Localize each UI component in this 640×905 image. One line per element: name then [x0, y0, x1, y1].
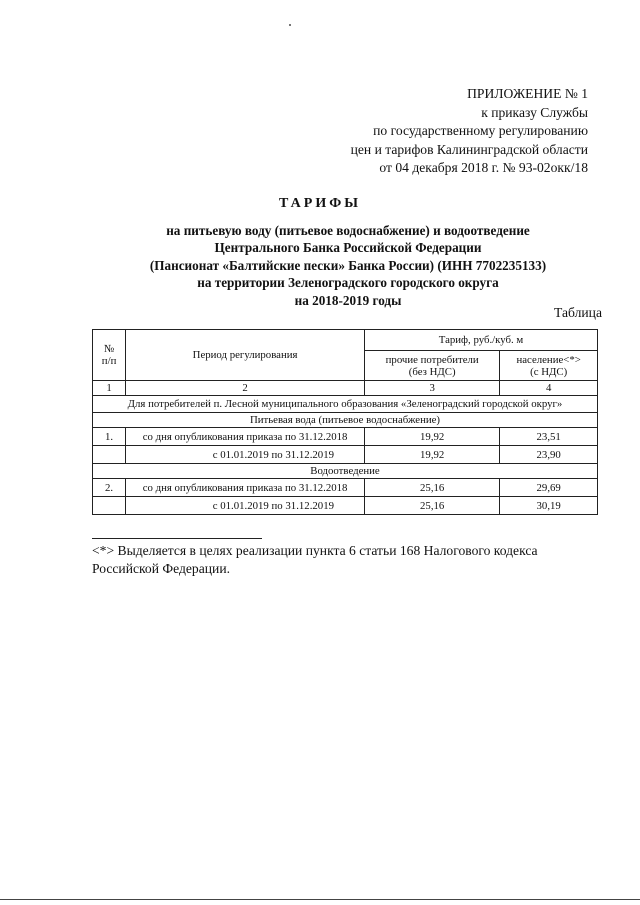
scan-speck [289, 24, 291, 26]
appendix-line: цен и тарифов Калининградской области [350, 141, 588, 157]
appendix-header [320, 85, 588, 178]
header-population: население<*> (с НДС) [500, 351, 598, 381]
header-period: Период регулирования [126, 330, 365, 381]
consumers-row [93, 396, 598, 413]
page-edge-line [0, 899, 640, 900]
row-num: 2. [93, 479, 126, 497]
appendix-line: к приказу Службы [481, 104, 588, 120]
row-other: 25,16 [365, 497, 500, 515]
section-row [93, 413, 598, 428]
row-population: 29,69 [500, 479, 598, 497]
row-other: 25,16 [365, 479, 500, 497]
section-title: Питьевая вода (питьевое водоснабжение) [93, 413, 598, 428]
appendix-line: ПРИЛОЖЕНИЕ № 1 [467, 86, 588, 101]
header-row [93, 330, 598, 351]
table-row [93, 446, 598, 464]
table-row [93, 428, 598, 446]
index-cell: 3 [365, 381, 500, 396]
row-population: 23,90 [500, 446, 598, 464]
tariff-table [92, 329, 598, 515]
row-population: 23,51 [500, 428, 598, 446]
subtitle-line: (Пансионат «Балтийские пески» Банка России) (ИНН 7702235133) [149, 257, 547, 273]
row-period: со дня опубликования приказа по 31.12.2018 [126, 479, 365, 497]
subtitle-line: Центрального Банка Российской Федерации [214, 240, 482, 256]
row-other: 19,92 [365, 446, 500, 464]
row-period: со дня опубликования приказа по 31.12.2018 [126, 428, 365, 446]
subtitle-line: на питьевую воду (питьевое водоснабжение) и водоотведение [166, 223, 530, 238]
row-other: 19,92 [365, 428, 500, 446]
footnote-rule [92, 538, 262, 539]
header-other: прочие потребители (без НДС) [365, 351, 500, 381]
section-row [93, 464, 598, 479]
index-cell: 1 [93, 381, 126, 396]
index-row [93, 381, 598, 396]
index-cell: 2 [126, 381, 365, 396]
row-population: 30,19 [500, 497, 598, 515]
subtitle-line: на 2018-2019 годы [294, 292, 402, 308]
header-tariff: Тариф, руб./куб. м [365, 330, 598, 351]
document-title: ТАРИФЫ [279, 196, 361, 211]
row-num [93, 446, 126, 464]
table-row [93, 479, 598, 497]
row-num: 1. [93, 428, 126, 446]
table-label: Таблица [554, 305, 602, 320]
appendix-line: от 04 декабря 2018 г. № 93-02окк/18 [379, 160, 588, 175]
footnote: <*> Выделяется в целях реализации пункта 6 статьи 168 Налогового кодекса Российской Федерации. [92, 543, 538, 576]
section-title: Водоотведение [93, 464, 598, 479]
document-subtitle [92, 222, 604, 309]
row-num [93, 497, 126, 515]
appendix-line: по государственному регулированию [373, 123, 588, 138]
subtitle-line: на территории Зеленоградского городского округа [197, 275, 499, 291]
index-cell: 4 [500, 381, 598, 396]
consumers-cell: Для потребителей п. Лесной муниципального образования «Зеленоградский городской округ» [93, 396, 598, 413]
table-row [93, 497, 598, 515]
header-num: № п/п [93, 330, 126, 381]
row-period: с 01.01.2019 по 31.12.2019 [126, 446, 365, 464]
row-period: с 01.01.2019 по 31.12.2019 [126, 497, 365, 515]
